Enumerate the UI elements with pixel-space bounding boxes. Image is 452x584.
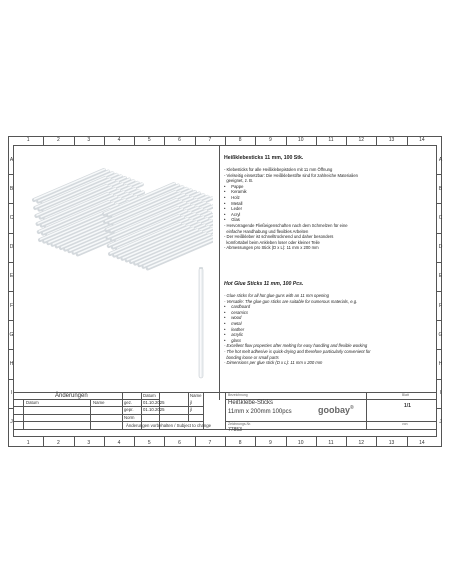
de-line: - Der Heißkleber ist schnelltrocknend und daher besonders [224, 234, 334, 240]
row-tick [437, 291, 442, 292]
goobay-logo: goobay® [318, 405, 354, 415]
column-number: 4 [117, 137, 121, 143]
column-number: 5 [147, 440, 151, 446]
column-number: 7 [208, 137, 212, 143]
row-letter: B [438, 185, 443, 192]
row-tick [437, 233, 442, 234]
column-tick [407, 136, 408, 145]
bezeichnung-label: Bezeichnung [228, 393, 248, 397]
column-number: 12 [358, 137, 365, 143]
row-tick [8, 349, 13, 350]
en-line: • ceramics [224, 309, 249, 315]
norm-label: Norm [124, 415, 135, 420]
column-tick [104, 136, 105, 145]
column-number: 1 [26, 440, 30, 446]
column-tick [74, 437, 75, 447]
row-letter: H [9, 361, 14, 367]
row-letter: G [9, 331, 14, 338]
row-letter: C [438, 215, 443, 221]
column-number: 4 [117, 440, 121, 446]
column-tick [43, 136, 44, 145]
column-tick [316, 136, 317, 145]
column-number: 3 [87, 440, 91, 446]
column-tick [164, 136, 165, 145]
row-letter: F [9, 302, 14, 309]
row-tick [437, 262, 442, 263]
gez-label: gez. [124, 400, 133, 405]
gepr-date: 01.10.2025 [143, 407, 165, 412]
row-letter: A [438, 156, 443, 163]
gepr-name: jl [190, 407, 192, 412]
glue-sticks-illustration [28, 156, 213, 391]
changes-header: Änderungen [55, 393, 88, 399]
row-tick [8, 320, 13, 321]
column-number: 11 [328, 137, 334, 143]
column-tick [225, 437, 226, 447]
de-line: - Hervorragende Fließeigenschaften nach dem Schmelzen für eine [224, 222, 348, 228]
en-line: - Glue sticks for all hot glue guns with an 11 mm opening [224, 293, 329, 298]
gez-date: 01.10.2025 [143, 400, 165, 405]
column-number: 10 [297, 137, 304, 143]
row-letter: A [9, 156, 14, 163]
column-tick [286, 136, 287, 145]
column-number: 11 [328, 440, 334, 446]
row-tick [8, 379, 13, 380]
de-line: - Vielseitig einsetzbar: Die Heißklebestifte sind für zahlreiche Materialien [224, 172, 358, 178]
von-label: von [402, 422, 408, 426]
column-number: 9 [269, 440, 272, 446]
product-name-line2: 11mm x 200mm 100pcs [228, 409, 292, 415]
row-letter: D [438, 244, 443, 251]
column-tick [316, 437, 317, 447]
column-tick [407, 437, 408, 447]
column-tick [346, 136, 347, 145]
gez-name: jl [190, 400, 192, 405]
row-letter: J [439, 419, 442, 426]
en-title: Hot Glue Sticks 11 mm, 100 Pcs. [224, 281, 304, 287]
column-tick [164, 437, 165, 447]
column-number: 7 [208, 440, 212, 446]
column-tick [74, 136, 75, 145]
de-line: • Metall [224, 200, 243, 206]
content-divider [219, 145, 220, 400]
row-letter: I [10, 390, 13, 397]
row-tick [8, 203, 13, 204]
en-description [224, 293, 371, 366]
de-line: komfortabel beim Ankleben loser oder kleiner Teile [224, 239, 320, 245]
en-line: - The hot melt adhesive is quick-drying and therefore particularly convenient for [224, 348, 371, 354]
column-number: 14 [419, 137, 425, 143]
changes-datum-label: Datum [26, 400, 39, 405]
de-line: • Acryl [224, 211, 241, 217]
de-title: Heißklebesticks 11 mm, 100 Stk. [224, 155, 304, 161]
row-tick [437, 379, 442, 380]
row-letter: C [9, 215, 14, 221]
column-tick [134, 136, 135, 145]
column-number: 10 [297, 440, 304, 446]
en-line: • cardboard [224, 304, 251, 310]
name-label: Name [190, 393, 202, 398]
column-tick [255, 136, 256, 145]
column-tick [376, 136, 377, 145]
column-number: 6 [178, 440, 181, 446]
column-tick [376, 437, 377, 447]
row-letter: H [438, 361, 443, 367]
row-tick [437, 408, 442, 409]
row-tick [437, 203, 442, 204]
en-line: • metal [224, 320, 242, 326]
en-line: - Versatile: The glue gun sticks are suitable for numerous materials, e.g. [224, 298, 358, 304]
column-tick [195, 136, 196, 145]
row-letter: G [438, 331, 443, 338]
column-tick [346, 437, 347, 447]
column-tick [104, 437, 105, 447]
sheet-number: 1/1 [404, 403, 411, 409]
de-line: • Keramik [224, 189, 247, 195]
drawing-sheet [0, 136, 452, 450]
changes-name-label: Name [93, 400, 105, 405]
en-line: - Dimensions per glue stick (D x L): 11 mm x 200 mm [224, 360, 323, 366]
column-number: 9 [269, 137, 272, 143]
de-description [224, 167, 358, 251]
column-number: 8 [238, 137, 242, 143]
de-line: einfache Handhabung und flexibles Arbeiten [224, 228, 309, 234]
column-tick [286, 437, 287, 447]
column-number: 6 [178, 137, 181, 143]
en-line: • wood [224, 315, 242, 321]
row-letter: J [10, 419, 13, 426]
row-letter: F [438, 302, 443, 309]
column-number: 2 [57, 440, 60, 446]
column-number: 13 [388, 440, 395, 446]
de-line: - Abmessungen pro Stick (D x L): 11 mm x 200 mm [224, 245, 319, 251]
row-letter: E [9, 273, 14, 280]
datum-label: Datum [143, 393, 156, 398]
de-line: geeignet, z. B. [224, 178, 254, 184]
en-line: • acrylic [224, 332, 244, 338]
single-glue-stick [199, 267, 203, 378]
blatt-label: Blatt [402, 393, 409, 397]
column-number: 2 [57, 137, 60, 143]
en-line: • glass [224, 337, 242, 343]
de-line: • Holz [224, 194, 240, 200]
column-tick [134, 437, 135, 447]
row-tick [437, 174, 442, 175]
de-line: • Glas [224, 217, 240, 223]
row-tick [437, 320, 442, 321]
drawing-number: 77853 [228, 427, 242, 433]
de-line: • Pappe [224, 183, 244, 189]
en-line: bonding loose or small parts [224, 354, 279, 360]
column-number: 8 [238, 440, 242, 446]
row-letter: I [439, 390, 442, 397]
row-tick [8, 291, 13, 292]
en-line: - Excellent flow properties after melting for easy handling and flexible working [224, 343, 368, 349]
product-name-line1: Heißklebe-Sticks [228, 400, 274, 406]
de-line: • Leder [224, 206, 242, 212]
de-line: - Klebesticks für alle Heißklebepistolen mit 11 mm Öffnung [224, 167, 333, 172]
column-number: 12 [358, 440, 365, 446]
row-tick [8, 174, 13, 175]
en-line: • leather [224, 326, 245, 332]
column-number: 14 [419, 440, 425, 446]
row-letter: D [9, 244, 14, 251]
column-number: 1 [26, 137, 30, 143]
gepr-label: gepr. [124, 407, 134, 412]
column-tick [225, 136, 226, 145]
row-tick [8, 233, 13, 234]
row-letter: B [9, 185, 14, 192]
row-tick [8, 262, 13, 263]
drawing-no-label: Zeichnungs-Nr. [228, 422, 251, 426]
row-letter: E [438, 273, 443, 280]
row-tick [437, 349, 442, 350]
column-number: 5 [147, 137, 151, 143]
rights-note: Änderungen vorbehalten / Subject to change [126, 423, 212, 428]
column-tick [255, 437, 256, 447]
column-tick [195, 437, 196, 447]
row-tick [8, 408, 13, 409]
column-number: 3 [87, 137, 91, 143]
column-number: 13 [388, 137, 395, 143]
column-tick [43, 437, 44, 447]
